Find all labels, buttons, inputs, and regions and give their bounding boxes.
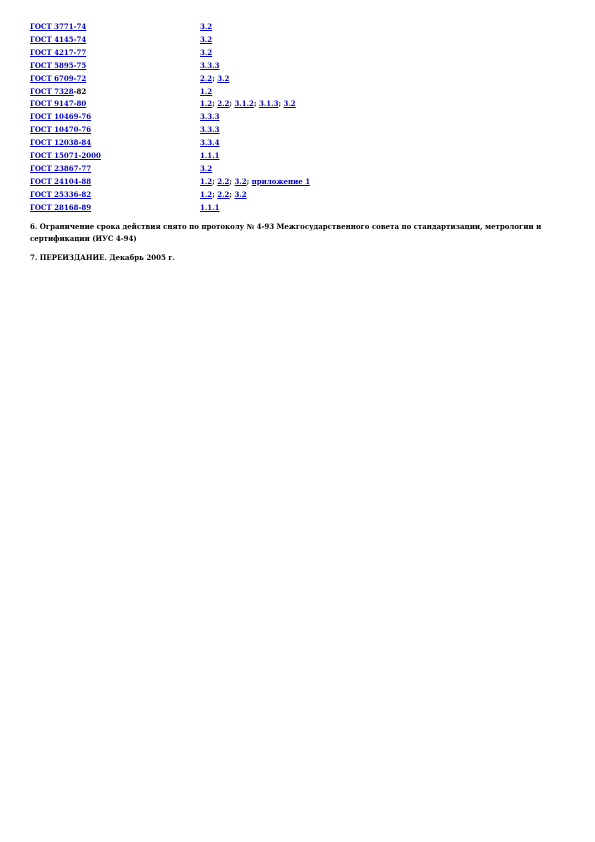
reference-clauses-cell (200, 202, 310, 215)
clause-link[interactable]: 1.1.1 (200, 151, 220, 161)
reference-clauses-cell (200, 98, 310, 111)
clause-link[interactable]: 3.2 (217, 73, 230, 83)
clause-separator: ; (229, 99, 235, 109)
reference-clauses-cell (200, 34, 310, 47)
reference-row (30, 60, 310, 73)
clause-link[interactable]: 2.2 (217, 189, 230, 199)
clause-separator: ; (229, 176, 235, 186)
reference-document-cell (30, 137, 200, 150)
clause-link[interactable]: 3.2 (200, 22, 213, 31)
reference-row (30, 47, 310, 60)
clause-separator: ; (229, 189, 235, 199)
document-link[interactable]: ГОСТ 10470-76 (30, 125, 92, 135)
reference-row (30, 137, 310, 150)
reference-document-cell (30, 111, 200, 124)
document-link[interactable]: ГОСТ 4217-77 (30, 47, 87, 57)
reference-document-cell (30, 86, 200, 99)
clause-link[interactable]: 2.2 (217, 99, 230, 109)
reference-document-cell (30, 124, 200, 137)
clause-link[interactable]: 1.1.1 (200, 202, 220, 212)
clause-link[interactable]: 1.2 (200, 189, 213, 199)
clause-link[interactable]: 1.2 (200, 99, 213, 109)
clause-link[interactable]: 3.2 (283, 99, 296, 109)
document-link[interactable]: ГОСТ 12038-84 (30, 138, 92, 148)
note-7: 7. ПЕРЕИЗДАНИЕ. Декабрь 2005 г. (30, 253, 175, 262)
reference-document-cell (30, 47, 200, 60)
document-link[interactable]: ГОСТ 6709-72 (30, 73, 87, 83)
clause-link[interactable]: 1.2 (200, 176, 213, 186)
clause-link[interactable]: 2.2 (200, 73, 213, 83)
reference-document-cell (30, 202, 200, 215)
reference-clauses-cell (200, 60, 310, 73)
reference-document-cell (30, 73, 200, 86)
reference-clauses-cell (200, 176, 310, 189)
clause-separator: ; (246, 176, 252, 186)
reference-row (30, 202, 310, 215)
reference-row (30, 73, 310, 86)
note-6: 6. Ограничение срока действия снято по протоколу № 4-93 Межгосударственного совета по стандартизации, метрологии и сертификации (ИУС 4-94) (30, 222, 542, 243)
reference-clauses-cell (200, 189, 310, 202)
reference-document-cell (30, 163, 200, 176)
clause-link[interactable]: 3.3.4 (200, 138, 220, 148)
clause-separator: ; (278, 99, 284, 109)
clause-link[interactable]: 3.1.2 (234, 99, 254, 109)
clause-link[interactable]: 3.1.3 (258, 99, 279, 109)
reference-clauses-cell (200, 163, 310, 176)
reference-document-cell (30, 150, 200, 163)
document-link[interactable]: ГОСТ 7328 (30, 86, 74, 96)
clause-link[interactable]: 3.2 (200, 34, 213, 44)
reference-row (30, 163, 310, 176)
reference-clauses-cell (200, 137, 310, 150)
reference-row (30, 189, 310, 202)
reference-row (30, 176, 310, 189)
document-link[interactable]: ГОСТ 10469-76 (30, 112, 92, 122)
reference-clauses-cell (200, 73, 310, 86)
clause-link[interactable]: 3.3.3 (200, 112, 220, 122)
clause-link[interactable]: 3.3.3 (200, 60, 220, 70)
reference-document-cell (30, 21, 200, 34)
reference-row (30, 111, 310, 124)
reference-clauses-cell (200, 124, 310, 137)
reference-row (30, 98, 310, 111)
document-link[interactable]: ГОСТ 3771-74 (30, 22, 87, 31)
clause-link[interactable]: 1.2 (200, 86, 213, 96)
document-link[interactable]: ГОСТ 5895-75 (30, 60, 87, 70)
normative-references-table (30, 21, 310, 215)
clause-link[interactable]: 3.3.3 (200, 125, 220, 135)
document-link[interactable]: ГОСТ 9147-80 (30, 99, 87, 109)
reference-clauses-cell (200, 150, 310, 163)
reference-document-cell (30, 34, 200, 47)
document-link[interactable]: ГОСТ 15071-2000 (30, 151, 101, 161)
clause-link[interactable]: 3.2 (200, 47, 213, 57)
reference-document-cell (30, 60, 200, 73)
document-link[interactable]: ГОСТ 28168-89 (30, 202, 92, 212)
document-link[interactable]: ГОСТ 24104-88 (30, 176, 92, 186)
document-link[interactable]: ГОСТ 4145-74 (30, 34, 87, 44)
clause-separator: ; (212, 189, 218, 199)
appendix-link[interactable]: приложение 1 (251, 176, 311, 186)
references-table-body (30, 21, 310, 215)
clause-separator: ; (212, 73, 218, 83)
reference-row (30, 21, 310, 34)
clause-link[interactable]: 3.2 (234, 176, 247, 186)
document-link[interactable]: ГОСТ 25336-82 (30, 189, 92, 199)
document-suffix: -82 (73, 86, 87, 96)
clause-separator: ; (253, 99, 259, 109)
reference-document-cell (30, 189, 200, 202)
clause-separator: ; (212, 99, 218, 109)
reference-clauses-cell (200, 47, 310, 60)
document-link[interactable]: ГОСТ 23867-77 (30, 163, 92, 173)
clause-link[interactable]: 2.2 (217, 176, 230, 186)
reference-row (30, 150, 310, 163)
reference-clauses-cell (200, 86, 310, 99)
reference-row (30, 86, 310, 99)
reference-clauses-cell (200, 111, 310, 124)
reference-clauses-cell (200, 21, 310, 34)
reference-document-cell (30, 98, 200, 111)
clause-link[interactable]: 3.2 (200, 163, 213, 173)
clause-separator: ; (212, 176, 218, 186)
clause-link[interactable]: 3.2 (234, 189, 247, 199)
reference-row (30, 124, 310, 137)
reference-document-cell (30, 176, 200, 189)
reference-row (30, 34, 310, 47)
